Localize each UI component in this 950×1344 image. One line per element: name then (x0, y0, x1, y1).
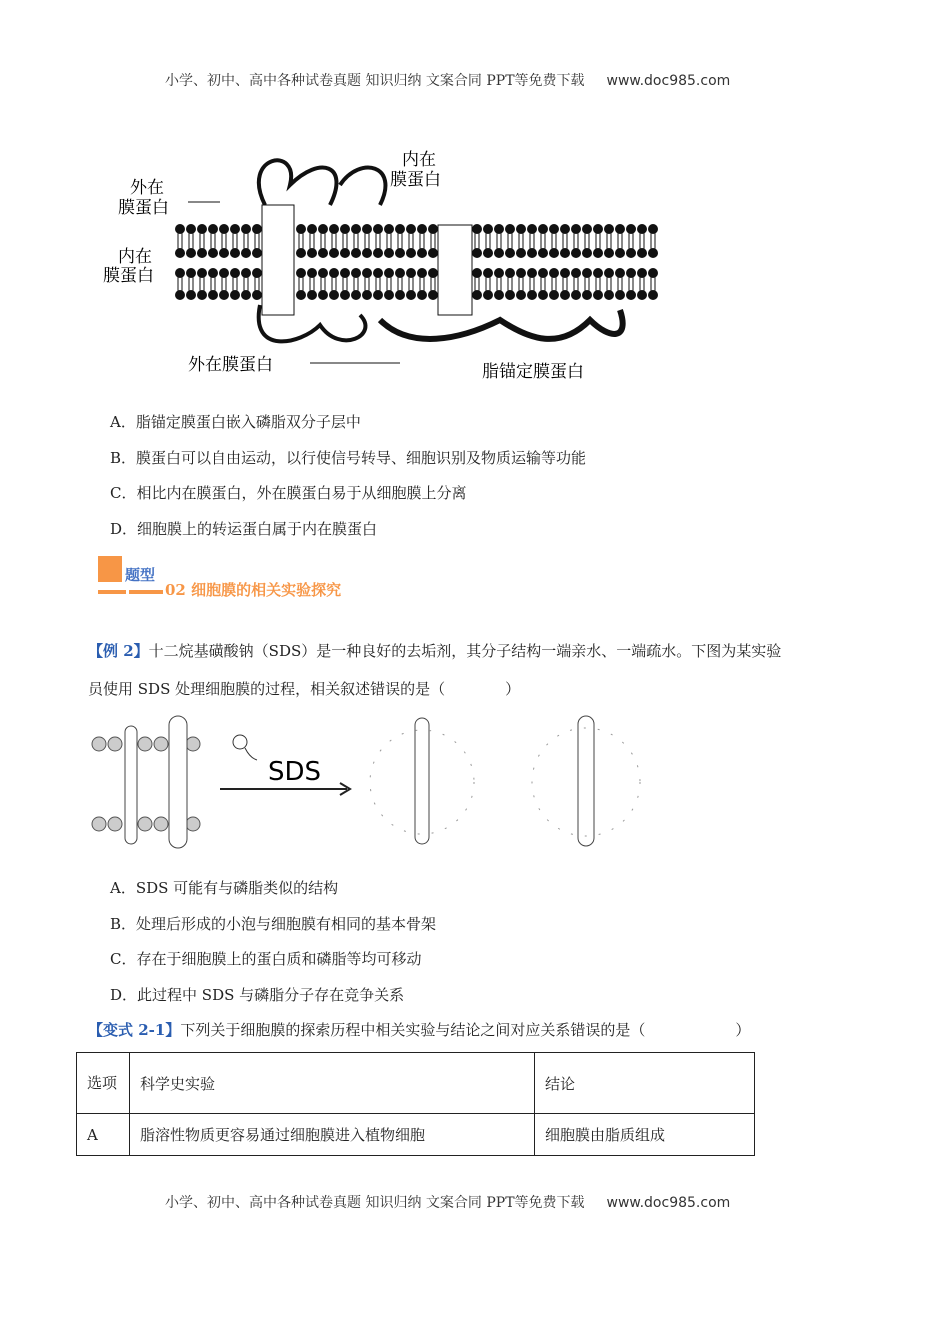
phospholipid-tail (222, 233, 226, 291)
phospholipid-tail (552, 233, 556, 291)
phospholipid-head (219, 268, 229, 278)
cell-experiment: 脂溶性物质更容易通过细胞膜进入植物细胞 (130, 1114, 535, 1156)
phospholipid-head (241, 268, 251, 278)
phospholipid-heads (175, 224, 658, 300)
phospholipid-head (571, 224, 581, 234)
phospholipid-head (175, 248, 185, 258)
phospholipid-head (384, 290, 394, 300)
phospholipid-head (538, 290, 548, 300)
table-header-row (77, 1053, 755, 1114)
header-conclusion: 结论 (535, 1053, 755, 1114)
phospholipid-head (549, 224, 559, 234)
phospholipid-head (340, 290, 350, 300)
phospholipid-head (604, 224, 614, 234)
phospholipid-head (637, 224, 647, 234)
section-icon (98, 556, 122, 582)
phospholipid-tail (563, 233, 567, 291)
phospholipid-head (494, 290, 504, 300)
phospholipid-head (329, 224, 339, 234)
phospholipid-head (527, 248, 537, 258)
phospholipid-head (329, 290, 339, 300)
phospholipid-head (241, 290, 251, 300)
variant-text: 下列关于细胞膜的探索历程中相关实验与结论之间对应关系错误的是（ ） (180, 1021, 751, 1039)
phospholipid-head (395, 248, 405, 258)
phospholipid-head (626, 290, 636, 300)
phospholipid-head (538, 224, 548, 234)
phospholipid-head (384, 224, 394, 234)
phospholipid-head (406, 290, 416, 300)
phospholipid-tail (398, 233, 402, 291)
phospholipid-head (230, 268, 240, 278)
q2-option-c: C．存在于细胞膜上的蛋白质和磷脂等均可移动 (110, 950, 422, 968)
q2-option-b: B．处理后形成的小泡与细胞膜有相同的基本骨架 (110, 915, 437, 933)
phospholipid-head (329, 248, 339, 258)
phospholipid-head (538, 248, 548, 258)
phospholipid-head (593, 290, 603, 300)
example2-text: 十二烷基磺酸钠（SDS）是一种良好的去垢剂，其分子结构一端亲水、一端疏水。下图为某实验 (148, 642, 782, 660)
phospholipid-head (571, 268, 581, 278)
header-option: 选项 (77, 1053, 130, 1114)
phospholipid-tail (299, 233, 303, 291)
phospholipid-head (230, 290, 240, 300)
phospholipid-head (395, 224, 405, 234)
phospholipid-head (549, 248, 559, 258)
phospholipid-head (373, 224, 383, 234)
q2-option-a: A．SDS 可能有与磷脂类似的结构 (110, 879, 339, 897)
phospholipid-head (516, 268, 526, 278)
phospholipid-head (505, 290, 515, 300)
phospholipid-head (175, 224, 185, 234)
phospholipid-head (648, 290, 658, 300)
phospholipid-tail (354, 233, 358, 291)
q1-option-a: A．脂锚定膜蛋白嵌入磷脂双分子层中 (110, 413, 361, 431)
phospholipid-head (362, 268, 372, 278)
table-row (77, 1114, 755, 1156)
example2-line1 (88, 640, 781, 661)
phospholipid-tail (255, 233, 259, 291)
sds-label: SDS (268, 757, 322, 787)
phospholipid-head (505, 248, 515, 258)
phospholipid-head (230, 224, 240, 234)
phospholipid-head (494, 224, 504, 234)
phospholipid-head (318, 268, 328, 278)
label-outer-protein-top: 外在 (130, 178, 164, 198)
phospholipid-head (648, 248, 658, 258)
phospholipid-head (626, 268, 636, 278)
phospholipid-tail (530, 233, 534, 291)
section-tag: 题型 (125, 566, 156, 584)
phospholipid-head (582, 268, 592, 278)
q1-option-c: C．相比内在膜蛋白，外在膜蛋白易于从细胞膜上分离 (110, 484, 467, 502)
phospholipid-head (428, 290, 438, 300)
header-url[interactable]: www.doc985.com (606, 73, 731, 89)
phospholipid-head (373, 268, 383, 278)
label-inner-protein-top: 内在 (402, 150, 436, 170)
phospholipid-tail (618, 233, 622, 291)
phospholipid-head (351, 290, 361, 300)
phospholipid-head (362, 224, 372, 234)
phospholipid-head (516, 290, 526, 300)
phospholipid-head (615, 248, 625, 258)
phospholipid-head (296, 290, 306, 300)
sds-process-diagram (85, 712, 665, 852)
phospholipid-head (241, 224, 251, 234)
phospholipid-tail (486, 233, 490, 291)
phospholipid-head (483, 248, 493, 258)
phospholipid-head (483, 290, 493, 300)
example2-line2: 员使用 SDS 处理细胞膜的过程，相关叙述错误的是（ ） (88, 680, 521, 698)
phospholipid-head (296, 268, 306, 278)
phospholipid-head (428, 248, 438, 258)
phospholipid-head (604, 248, 614, 258)
phospholipid-head (406, 248, 416, 258)
phospholipid-tail (321, 233, 325, 291)
phospholipid-head (318, 248, 328, 258)
phospholipid-head (483, 224, 493, 234)
variant-question (88, 1019, 750, 1040)
phospholipid-head (241, 248, 251, 258)
phospholipid-head (307, 248, 317, 258)
phospholipid-tail (519, 233, 523, 291)
phospholipid-head (186, 248, 196, 258)
phospholipid-head (197, 268, 207, 278)
phospholipid-head (637, 248, 647, 258)
phospholipid-head (560, 248, 570, 258)
phospholipid-head (571, 248, 581, 258)
phospholipid-tail (343, 233, 347, 291)
phospholipid-tail (310, 233, 314, 291)
phospholipid-head (318, 290, 328, 300)
phospholipid-head (329, 268, 339, 278)
label-inner-protein-top-2: 膜蛋白 (390, 170, 441, 190)
phospholipid-head (373, 248, 383, 258)
phospholipid-head (406, 224, 416, 234)
phospholipid-head (373, 290, 383, 300)
phospholipid-head (472, 224, 482, 234)
phospholipid-head (186, 290, 196, 300)
phospholipid-head (637, 290, 647, 300)
phospholipid-head (428, 268, 438, 278)
phospholipid-head (593, 224, 603, 234)
phospholipid-head (604, 290, 614, 300)
phospholipid-head (582, 248, 592, 258)
phospholipid-head (362, 290, 372, 300)
phospholipid-head (626, 224, 636, 234)
phospholipid-head (351, 224, 361, 234)
label-lipid-anchored-protein: 脂锚定膜蛋白 (482, 362, 584, 382)
phospholipid-tail (409, 233, 413, 291)
phospholipid-head (208, 268, 218, 278)
label-outer-protein-bottom: 外在膜蛋白 (188, 355, 273, 375)
phospholipid-head (197, 290, 207, 300)
phospholipid-head (307, 224, 317, 234)
phospholipid-head (593, 248, 603, 258)
cell-option: A (77, 1114, 130, 1156)
phospholipid-tail (475, 233, 479, 291)
section-title: 02 细胞膜的相关实验探究 (165, 581, 342, 599)
phospholipid-tail (178, 233, 182, 291)
example2-label: 【例 2】 (88, 642, 149, 660)
phospholipid-head (560, 290, 570, 300)
phospholipid-head (252, 290, 262, 300)
phospholipid-head (516, 248, 526, 258)
phospholipid-head (384, 248, 394, 258)
phospholipid-tail (332, 233, 336, 291)
q1-option-d: D．细胞膜上的转运蛋白属于内在膜蛋白 (110, 520, 378, 538)
page-header (165, 70, 730, 90)
phospholipid-head (637, 268, 647, 278)
phospholipid-head (472, 290, 482, 300)
phospholipid-tail (376, 233, 380, 291)
phospholipid-head (560, 268, 570, 278)
phospholipid-head (549, 290, 559, 300)
phospholipid-head (197, 224, 207, 234)
phospholipid-head (582, 224, 592, 234)
phospholipid-tail (431, 233, 435, 291)
phospholipid-head (527, 290, 537, 300)
q1-option-b: B．膜蛋白可以自由运动，以行使信号转导、细胞识别及物质运输等功能 (110, 449, 587, 467)
phospholipid-head (417, 224, 427, 234)
phospholipid-head (318, 224, 328, 234)
label-outer-protein-top-2: 膜蛋白 (118, 198, 169, 218)
membrane-protein-diagram (100, 145, 670, 385)
phospholipid-head (417, 268, 427, 278)
phospholipid-head (604, 268, 614, 278)
phospholipid-head (296, 224, 306, 234)
experiment-table (76, 1052, 755, 1156)
phospholipid-head (417, 248, 427, 258)
phospholipid-head (648, 268, 658, 278)
phospholipid-tail (508, 233, 512, 291)
footer-text: 小学、初中、高中各种试卷真题 知识归纳 文案合同 PPT等免费下载 (165, 1195, 585, 1211)
phospholipid-tail (640, 233, 644, 291)
phospholipid-head (538, 268, 548, 278)
phospholipid-head (340, 224, 350, 234)
q2-option-d: D．此过程中 SDS 与磷脂分子存在竞争关系 (110, 986, 405, 1004)
phospholipid-tail (651, 233, 655, 291)
phospholipid-head (219, 224, 229, 234)
phospholipid-head (186, 224, 196, 234)
phospholipid-head (340, 268, 350, 278)
phospholipid-tail (596, 233, 600, 291)
phospholipid-head (384, 268, 394, 278)
section-underline-2 (129, 590, 163, 594)
phospholipid-head (307, 268, 317, 278)
phospholipid-head (219, 248, 229, 258)
phospholipid-head (395, 290, 405, 300)
phospholipid-head (208, 290, 218, 300)
phospholipid-head (219, 290, 229, 300)
footer-url[interactable]: www.doc985.com (606, 1195, 731, 1211)
phospholipid-head (549, 268, 559, 278)
phospholipid-head (395, 268, 405, 278)
phospholipid-head (340, 248, 350, 258)
phospholipid-head (483, 268, 493, 278)
phospholipid-head (571, 290, 581, 300)
phospholipid-tail (387, 233, 391, 291)
phospholipid-head (472, 248, 482, 258)
phospholipid-head (648, 224, 658, 234)
phospholipid-tail (585, 233, 589, 291)
phospholipid-tail (365, 233, 369, 291)
phospholipid-tail (497, 233, 501, 291)
phospholipid-head (615, 290, 625, 300)
phospholipid-head (307, 290, 317, 300)
phospholipid-head (516, 224, 526, 234)
phospholipid-tail (200, 233, 204, 291)
phospholipid-tail (189, 233, 193, 291)
phospholipid-head (505, 268, 515, 278)
phospholipid-tail (574, 233, 578, 291)
phospholipid-head (197, 248, 207, 258)
header-experiment: 科学史实验 (130, 1053, 535, 1114)
phospholipid-head (615, 224, 625, 234)
phospholipid-head (208, 248, 218, 258)
phospholipid-tail (629, 233, 633, 291)
phospholipid-head (208, 224, 218, 234)
phospholipid-head (252, 248, 262, 258)
phospholipid-head (351, 268, 361, 278)
header-text: 小学、初中、高中各种试卷真题 知识归纳 文案合同 PPT等免费下载 (165, 73, 585, 89)
phospholipid-head (417, 290, 427, 300)
phospholipid-head (527, 224, 537, 234)
phospholipid-head (472, 268, 482, 278)
phospholipid-head (582, 290, 592, 300)
phospholipid-tail (607, 233, 611, 291)
phospholipid-head (494, 268, 504, 278)
label-inner-protein-left-2: 膜蛋白 (103, 266, 154, 286)
page-footer (165, 1192, 730, 1212)
phospholipid-head (351, 248, 361, 258)
phospholipid-head (175, 268, 185, 278)
phospholipid-tail (244, 233, 248, 291)
phospholipid-head (175, 290, 185, 300)
phospholipid-head (406, 268, 416, 278)
phospholipid-head (230, 248, 240, 258)
phospholipid-tail (211, 233, 215, 291)
section-underline (98, 590, 126, 594)
phospholipid-head (428, 224, 438, 234)
phospholipid-head (186, 268, 196, 278)
phospholipid-head (494, 248, 504, 258)
variant-label: 【变式 2-1】 (88, 1021, 181, 1039)
phospholipid-tail (233, 233, 237, 291)
phospholipid-head (252, 268, 262, 278)
phospholipid-head (615, 268, 625, 278)
phospholipid-head (527, 268, 537, 278)
phospholipid-tail (541, 233, 545, 291)
phospholipid-head (362, 248, 372, 258)
cell-conclusion: 细胞膜由脂质组成 (535, 1114, 755, 1156)
phospholipid-head (296, 248, 306, 258)
label-inner-protein-left: 内在 (118, 247, 152, 267)
phospholipid-tail (420, 233, 424, 291)
phospholipid-head (505, 224, 515, 234)
phospholipid-head (560, 224, 570, 234)
phospholipid-head (252, 224, 262, 234)
phospholipid-head (626, 248, 636, 258)
phospholipid-head (593, 268, 603, 278)
